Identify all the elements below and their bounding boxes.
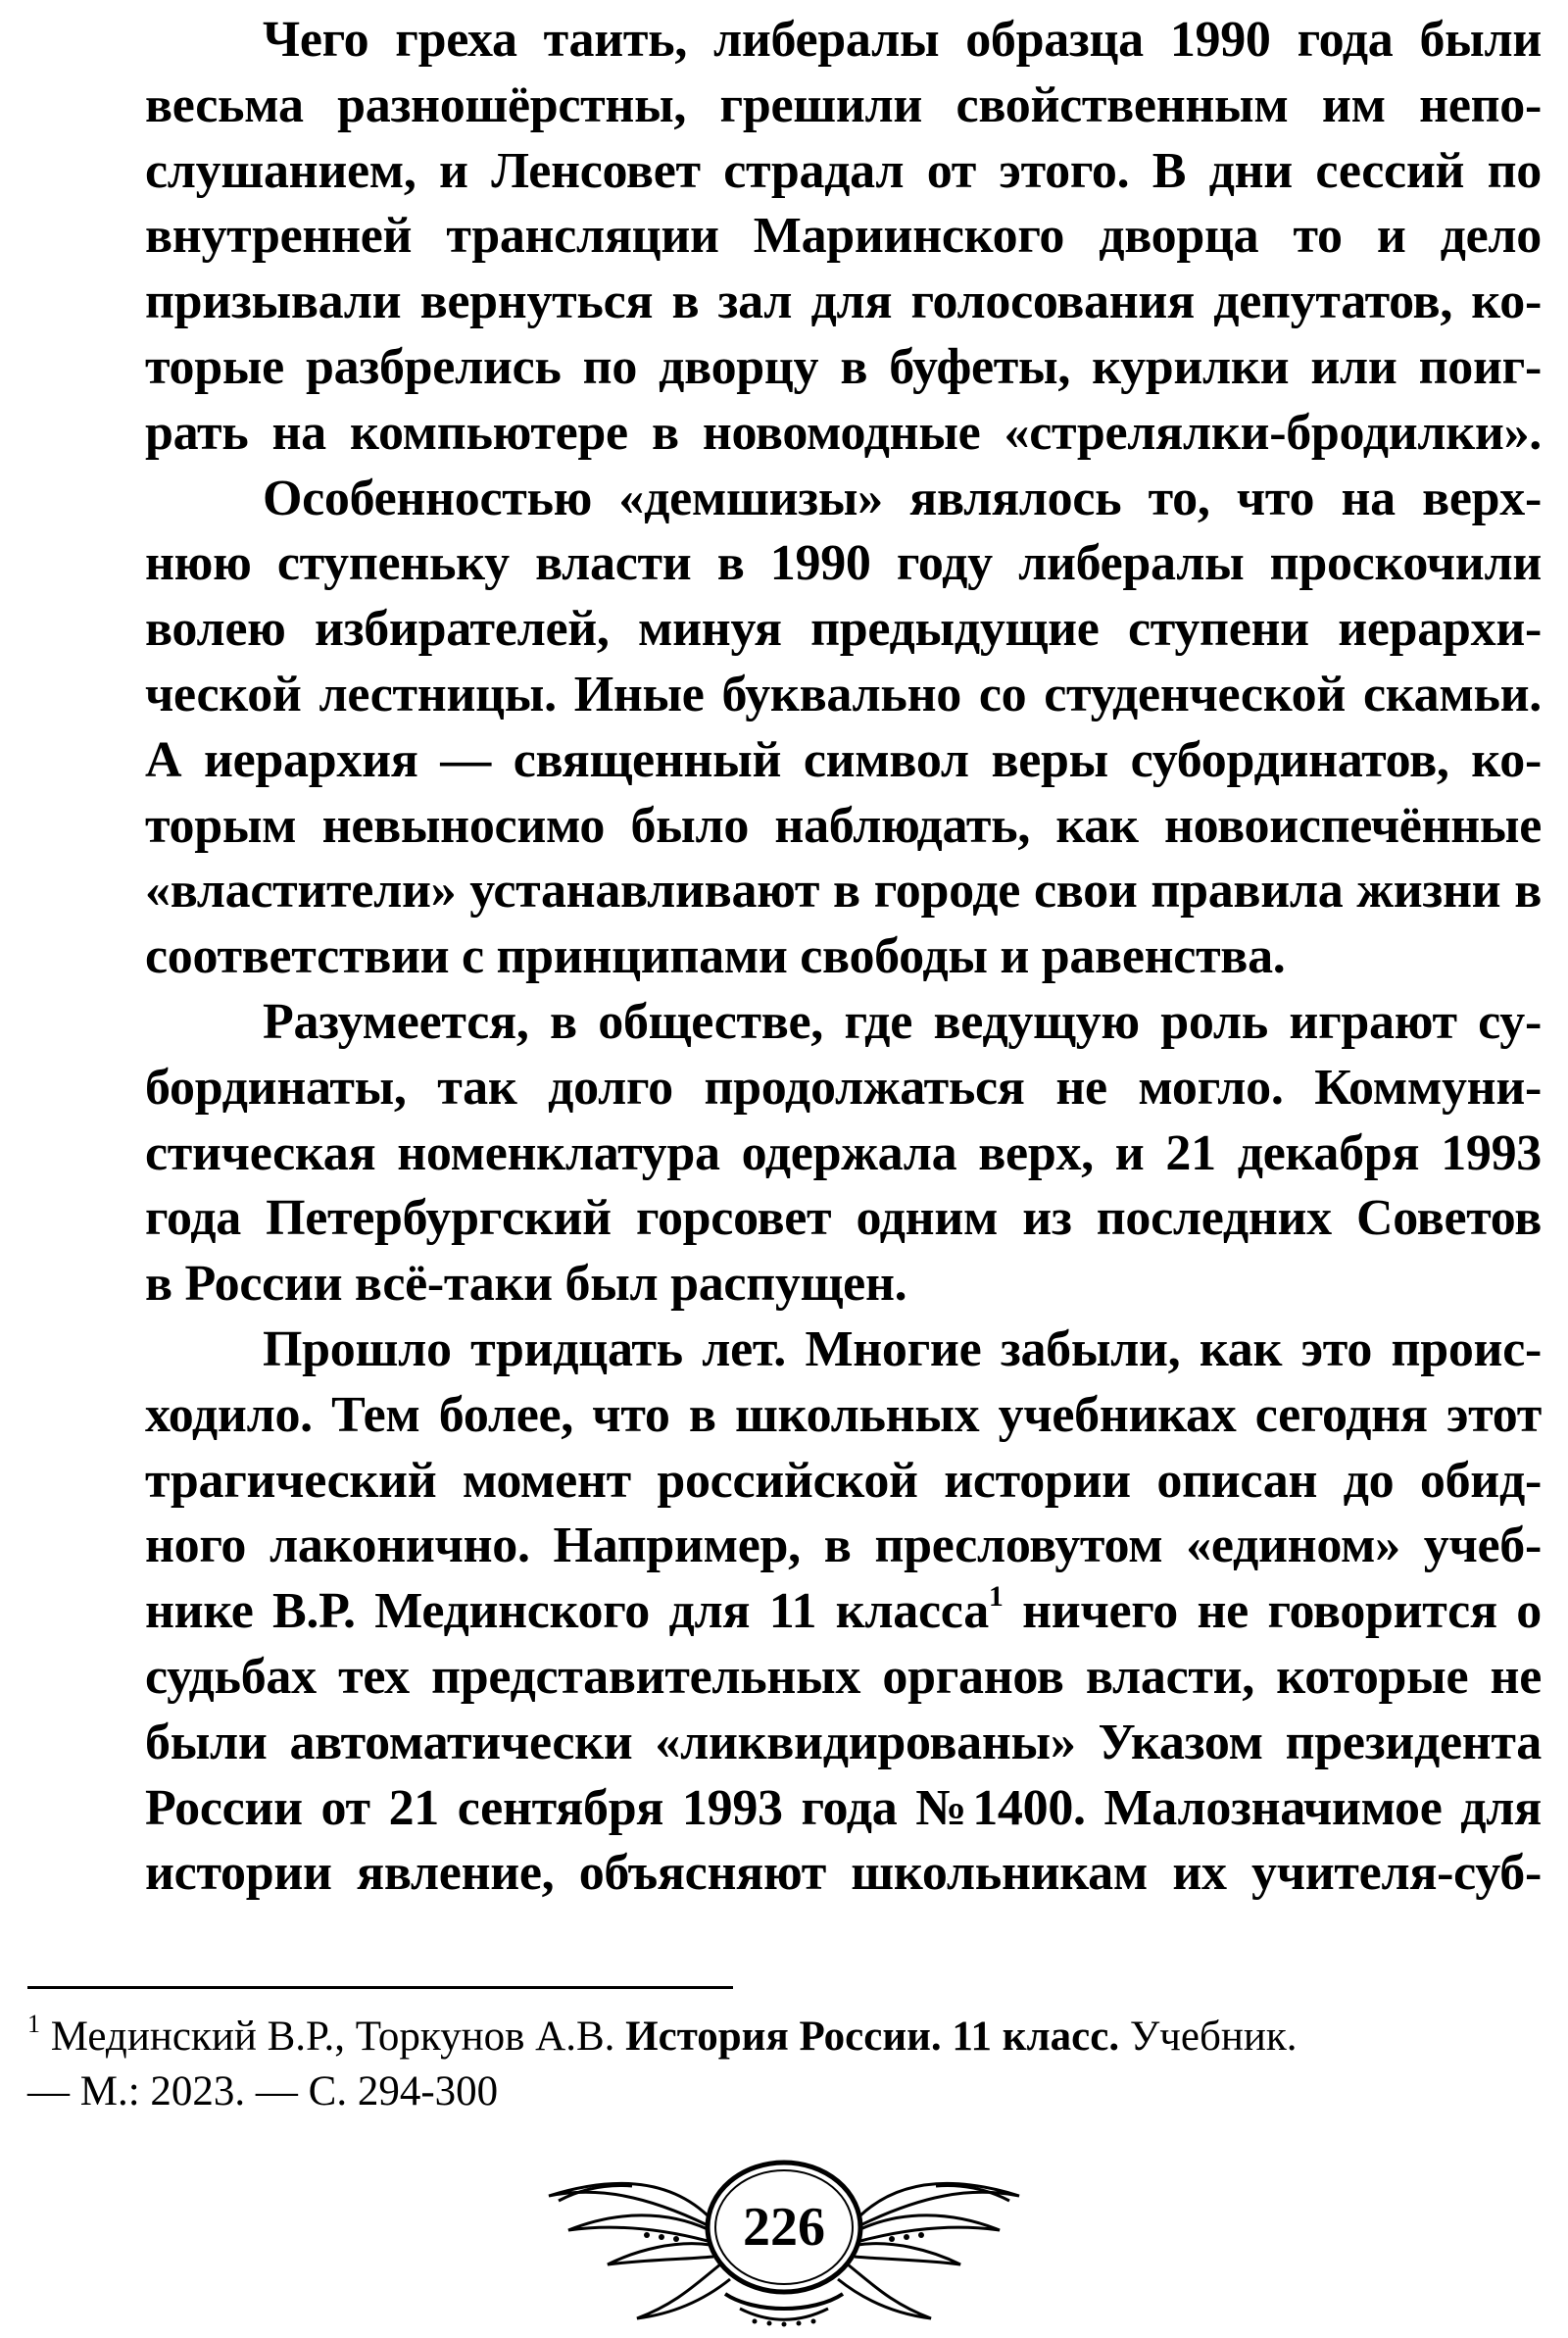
footnote [27, 2010, 1542, 2119]
text-line: призывали вернуться в зал для голосования депутатов, ко- [145, 274, 1542, 330]
text-line: трагический момент российской истории описан до обид- [145, 1452, 1542, 1509]
text-line: торым невыносимо было наблюдать, как новоиспечённые [145, 797, 1542, 854]
paragraph-4 [27, 1318, 1542, 1907]
text-line: внутренней трансляции Мариинского дворца то и дело [145, 208, 1542, 265]
text-line: ного лаконично. Например, в пресловутом «едином» учеб- [145, 1517, 1542, 1574]
text-line: рать на компьютере в новомодные «стрелялки-бродилки». [145, 404, 1542, 461]
paragraph-1 [27, 8, 1542, 467]
footnote-reference[interactable]: 1 [988, 1580, 1004, 1614]
text-line: Особенностью «демшизы» являлось то, что на верх- [263, 470, 1542, 526]
text-line: судьбах тех представительных органов власти, которые не [145, 1648, 1542, 1705]
footnote-imprint: — М.: 2023. — С. 294-300 [27, 2068, 499, 2114]
text-line: торые разбрелись по дворцу в буфеты, курилки или поиг- [145, 338, 1542, 395]
text-line: соответствии с принципами свободы и равенства. [145, 928, 1286, 985]
body-text [27, 8, 1542, 1907]
text-line-with-footnote [27, 1579, 1542, 1645]
page-number: 226 [743, 2197, 825, 2258]
text-line: слушанием, и Ленсовет страдал от этого. В дни сессий по [145, 142, 1542, 199]
text-line: А иерархия — священный символ веры субординатов, ко- [145, 731, 1542, 788]
text-line: истории явление, объясняют школьникам их учителя-суб- [145, 1845, 1542, 1902]
footnote-marker: 1 [27, 2010, 40, 2038]
paragraph-2 [27, 467, 1542, 990]
text-line: Прошло тридцать лет. Многие забыли, как это проис- [263, 1320, 1542, 1377]
text-segment: нике В.Р. Мединского для 11 класса [145, 1583, 989, 1640]
text-line: в России всё-таки был распущен. [145, 1256, 907, 1313]
text-line: нюю ступеньку власти в 1990 году либералы проскочили [145, 535, 1542, 592]
footnote-authors: Мединский В.Р., Торкунов А.В. [40, 2014, 626, 2060]
footnote-line-1 [27, 2010, 1542, 2064]
footnote-title: История России. 11 класс. [625, 2014, 1120, 2060]
text-line: бординаты, так долго продолжаться не могло. Коммуни- [145, 1059, 1542, 1116]
text-line: были автоматически «ликвидированы» Указом президента [145, 1714, 1542, 1770]
text-line: ческой лестницы. Иные буквально со студенческой скамьи. [145, 666, 1542, 722]
text-line: стическая номенклатура одержала верх, и 21 декабря 1993 [145, 1124, 1542, 1181]
text-line: «властители» устанавливают в городе свои правила жизни в [145, 863, 1542, 920]
text-line: Чего греха таить, либералы образца 1990 года были [263, 12, 1542, 68]
footnote-separator [27, 1986, 733, 1989]
footnote-type: Учебник. [1119, 2014, 1298, 2060]
text-segment: ничего не говорится о [1003, 1583, 1543, 1640]
text-line: весьма разношёрстны, грешили свойственным им непо- [145, 76, 1542, 133]
text-line: Разумеется, в обществе, где ведущую роль играют су- [263, 993, 1542, 1050]
text-line: волею избирателей, минуя предыдущие ступени иерархи- [145, 601, 1542, 658]
text-line: России от 21 сентября 1993 года №1400. Малозначимое для [145, 1779, 1542, 1836]
text-line: года Петербургский горсовет одним из последних Советов [145, 1190, 1542, 1247]
text-line: ходило. Тем более, что в школьных учебниках сегодня этот [145, 1386, 1542, 1443]
paragraph-3 [27, 990, 1542, 1318]
